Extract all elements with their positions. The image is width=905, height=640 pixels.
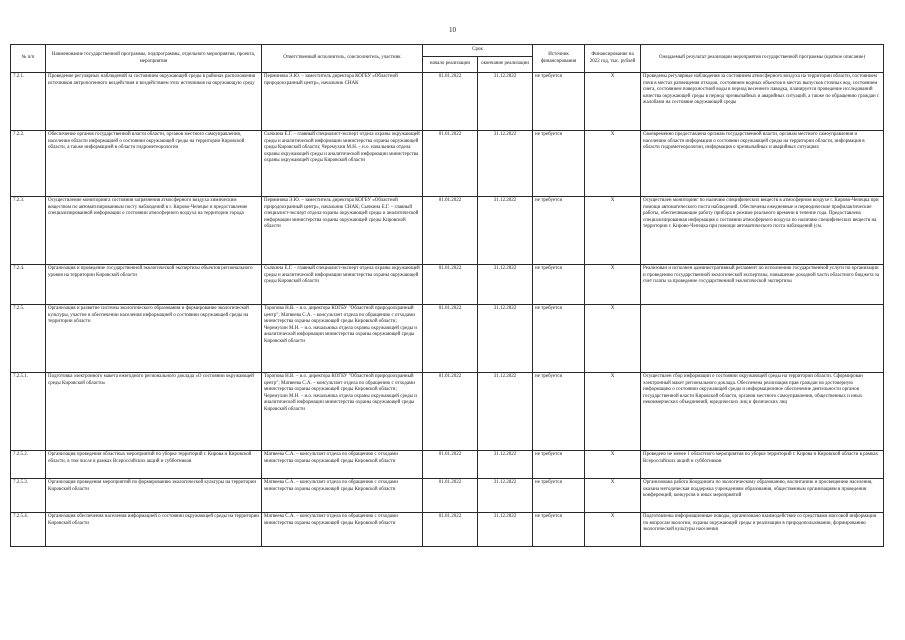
row-name: Обеспечение органов государственной власти области, органов местного самоуправления, населения области информацией о состоянии окружающей среды на территории Кировской области, а также информацией в области гидрометеорологии xyxy=(46,131,262,197)
row-source: не требуется xyxy=(533,305,585,373)
row-start: 01.01.2022 xyxy=(423,373,478,451)
row-start: 01.01.2022 xyxy=(423,305,478,373)
row-number: 7.2.2. xyxy=(11,131,46,197)
row-source: не требуется xyxy=(533,131,585,197)
row-result: Осуществлен сбор информации о состоянии окружающей среды на территории области. Сформирован электронный макет регионального доклада. Обеспечена реализация прав граждан на достоверную информацию о состоянии окружающей среды и информационное обеспечение деятельности органов государственной власти Кировской области, органов местного самоуправления, общественных и иных некоммерческих объединений, юридических лиц и физических лиц xyxy=(641,373,884,451)
header-responsible: Ответственный исполнитель, соисполнитель, участник xyxy=(262,45,423,73)
row-responsible: Перминова Э.Ю. – заместитель директора КОГБУ «Областной природоохранный центр», начальник СНАК xyxy=(262,73,423,131)
row-financing: Х xyxy=(585,131,641,197)
row-source: не требуется xyxy=(533,265,585,305)
row-end: 31.12.2022 xyxy=(478,131,533,197)
row-source: не требуется xyxy=(533,73,585,131)
row-number: 7.2.5. xyxy=(11,305,46,373)
row-result: Организована работа Координата по экологическому образованию, воспитанию и просвещению населения, оказана методическая поддержка учреждениям образования, общественным организациям в проведении конференций, конкурсов и иных мероприятий xyxy=(641,479,884,513)
row-name: Организация проведения областных мероприятий по уборке территорий г. Кирова и Кировской области, в том числе в рамках Всероссийских акций и субботников xyxy=(46,451,262,479)
table-row xyxy=(11,373,884,451)
row-number: 7.2.4. xyxy=(11,265,46,305)
row-result: Подготовлены информационные поводы, организовано взаимодействие со средствами массовой информации по вопросам экологии, охраны окружающей среды и реализации в природопользовании, формированию экологической культуры населения xyxy=(641,513,884,547)
row-responsible: Торопова Н.В. – и.о. директора КОГБУ "Областной природоохранный центр"; Матвеева С.А. – консультант отдела по обращению с отходами министерства охраны окружающей среды Кировской области; Черемухин М.Н. – и.о. начальника отдела охраны окружающей среды и аналитической информации министерства охраны окружающей среды Кировской области xyxy=(262,373,423,451)
row-start: 01.01.2022 xyxy=(423,131,478,197)
row-end: 31.12.2022 xyxy=(478,197,533,265)
row-number: 7.2.5.3. xyxy=(11,479,46,513)
row-financing: Х xyxy=(585,451,641,479)
row-financing: Х xyxy=(585,479,641,513)
row-start: 01.01.2022 xyxy=(423,513,478,547)
row-responsible: Сычкина Е.Г. – главный специалист-эксперт отдела охраны окружающей среды и аналитической информации министерства охраны окружающей среды Кировской области; Черемухин М.Н. – и.о. начальника отдела охраны окружающей среды и аналитической информации министерства охраны окружающей среды Кировской области xyxy=(262,131,423,197)
row-number: 7.2.5.2. xyxy=(11,451,46,479)
row-name: Организация и проведение государственной экологической экспертизы объектов регионального уровня на территории Кировской области xyxy=(46,265,262,305)
page-number: 10 xyxy=(449,26,456,34)
row-responsible: Торопова Н.В. – и.о. директора КОГБУ "Областной природоохранный центр"; Матвеева С.А. – консультант отдела по обращению с отходами министерства охраны окружающей среды Кировской области; Черемухин М.Н. – и.о. начальника отдела охраны окружающей среды и аналитической информации министерства охраны окружающей среды Кировской области xyxy=(262,305,423,373)
row-source: не требуется xyxy=(533,451,585,479)
row-name: Проведение регулярных наблюдений за состоянием окружающей среды в районах расположения источников антропогенного воздействия и воздействием этих источников на окружающую среду xyxy=(46,73,262,131)
row-responsible: Матвеева С.А. – консультант отдела по обращению с отходами министерства охраны окружающей среды Кировской области xyxy=(262,479,423,513)
row-financing: Х xyxy=(585,73,641,131)
table-row xyxy=(11,451,884,479)
row-start: 01.01.2022 xyxy=(423,73,478,131)
header-source: Источник финансирования xyxy=(533,45,585,73)
row-start: 01.01.2022 xyxy=(423,479,478,513)
row-result: Проведено не менее 1 областного мероприятия по уборке территорий г. Кирова и Кировской области в рамках Всероссийских акций и субботников xyxy=(641,451,884,479)
row-end: 31.12.2022 xyxy=(478,373,533,451)
header-financing: Финансирование на 2022 год, тыс. рублей xyxy=(585,45,641,73)
row-source: не требуется xyxy=(533,373,585,451)
row-result: Проведены регулярные наблюдения за состоянием атмосферного воздуха на территории области, состоянием почв в местах размещения отходов, состоянием водных объектов в местах выпусков сточных вод, состоянием снега, состоянием поверхностной воды в период весеннего паводка, планируется проведение исследований качества окружающей среды в период чрезвычайных и аварийных ситуаций, а также по обращению граждан с жалобами на состояние окружающей среды xyxy=(641,73,884,131)
row-financing: Х xyxy=(585,513,641,547)
row-responsible: Перминова Э.Ю. – заместитель директора КОГБУ «Областной природоохранный центр», начальник СНАК; Сычкина Е.Г. – главный специалист-эксперт отдела охраны окружающей среды и аналитической информации министерства охраны окружающей среды Кировской области xyxy=(262,197,423,265)
row-end: 31.12.2022 xyxy=(478,305,533,373)
row-financing: Х xyxy=(585,265,641,305)
program-table xyxy=(10,44,884,547)
row-source: не требуется xyxy=(533,197,585,265)
row-name: Подготовка электронного макета ежегодного регионального доклада «О состоянии окружающей среды Кировской области» xyxy=(46,373,262,451)
row-responsible: Матвеева С.А. – консультант отдела по обращению с отходами министерства охраны окружающей среды Кировской области xyxy=(262,513,423,547)
row-result: Своевременно предоставлена органам государственной власти, органам местного самоуправления и населению области информация о состоянии окружающей среды на территории области, информация в области гидрометеорологии, информация о чрезвычайных и аварийных ситуациях xyxy=(641,131,884,197)
table-row xyxy=(11,131,884,197)
row-end: 31.12.2022 xyxy=(478,265,533,305)
row-number: 7.2.5.1. xyxy=(11,373,46,451)
table-row xyxy=(11,479,884,513)
row-financing: Х xyxy=(585,197,641,265)
header-name: Наименование государственной программы, подпрограммы, отдельного мероприятия, проекта, мероприятия xyxy=(46,45,262,73)
row-end: 31.12.2022 xyxy=(478,479,533,513)
row-name: Организация обеспечения населения информацией о состоянии окружающей среды на территории Кировской области xyxy=(46,513,262,547)
row-result: Реализован и исполнен административный регламент по исполнению государственной услуги по организации и проведению государственной экологической экспертизы, повышение доходной части областного бюджета за счет платы за проведение государственной экологической экспертизы xyxy=(641,265,884,305)
row-end: 31.12.2022 xyxy=(478,73,533,131)
row-responsible: Матвеева С.А. – консультант отдела по обращению с отходами министерства охраны окружающей среды Кировской области xyxy=(262,451,423,479)
row-result: Осуществлен мониторинг по наличию специфических веществ в атмосферном воздухе г. Кирово-Чепецка при помощи автоматического поста наблюдений. Обеспечены ежедневные и периодические профилактические работы, обеспечивающие работу прибора в режиме реального времени в течение года. Предоставлена специализированная информация о состоянии атмосферного воздуха по наличию специфических веществ на территории г. Кирово-Чепецка при помощи автоматического поста наблюдений (см. xyxy=(641,197,884,265)
row-source: не требуется xyxy=(533,479,585,513)
header-num: № п/п xyxy=(11,45,46,73)
header-start: начало реализации xyxy=(423,57,478,73)
row-name: Организация проведения мероприятий по формированию экологической культуры на территории Кировской области xyxy=(46,479,262,513)
row-end: 31.12.2022 xyxy=(478,513,533,547)
row-number: 7.2.5.4. xyxy=(11,513,46,547)
row-start: 01.01.2022 xyxy=(423,451,478,479)
row-name: Осуществление мониторинга состояния загрязнения атмосферного воздуха химическим веществом по автоматизированным посту наблюдений в г. Кирово-Чепецке и предоставление специализированной информации о состоянии атмосферного воздуха на территории города xyxy=(46,197,262,265)
header-end: окончание реализации xyxy=(478,57,533,73)
row-responsible: Сычкина Е.Г. – главный специалист-эксперт отдела охраны окружающей среды и аналитической информации министерства охраны окружающей среды Кировской области xyxy=(262,265,423,305)
table-row xyxy=(11,265,884,305)
row-number: 7.2.3. xyxy=(11,197,46,265)
table-row xyxy=(11,513,884,547)
table-row xyxy=(11,197,884,265)
row-financing: Х xyxy=(585,305,641,373)
row-financing: Х xyxy=(585,373,641,451)
header-term: Срок xyxy=(423,45,533,57)
table-row xyxy=(11,305,884,373)
row-name: Организация и развитие системы экологического образования и формирование экологической культуры, участие в обеспечении населения информацией о состоянии окружающей среды на территории области xyxy=(46,305,262,373)
row-result xyxy=(641,305,884,373)
row-start: 01.01.2022 xyxy=(423,197,478,265)
row-end: 31.12.2022 xyxy=(478,451,533,479)
row-start: 01.01.2022 xyxy=(423,265,478,305)
row-source: не требуется xyxy=(533,513,585,547)
header-result: Ожидаемый результат реализации мероприятия государственной программы (краткое описание) xyxy=(641,45,884,73)
row-number: 7.2.1. xyxy=(11,73,46,131)
table-row xyxy=(11,73,884,131)
